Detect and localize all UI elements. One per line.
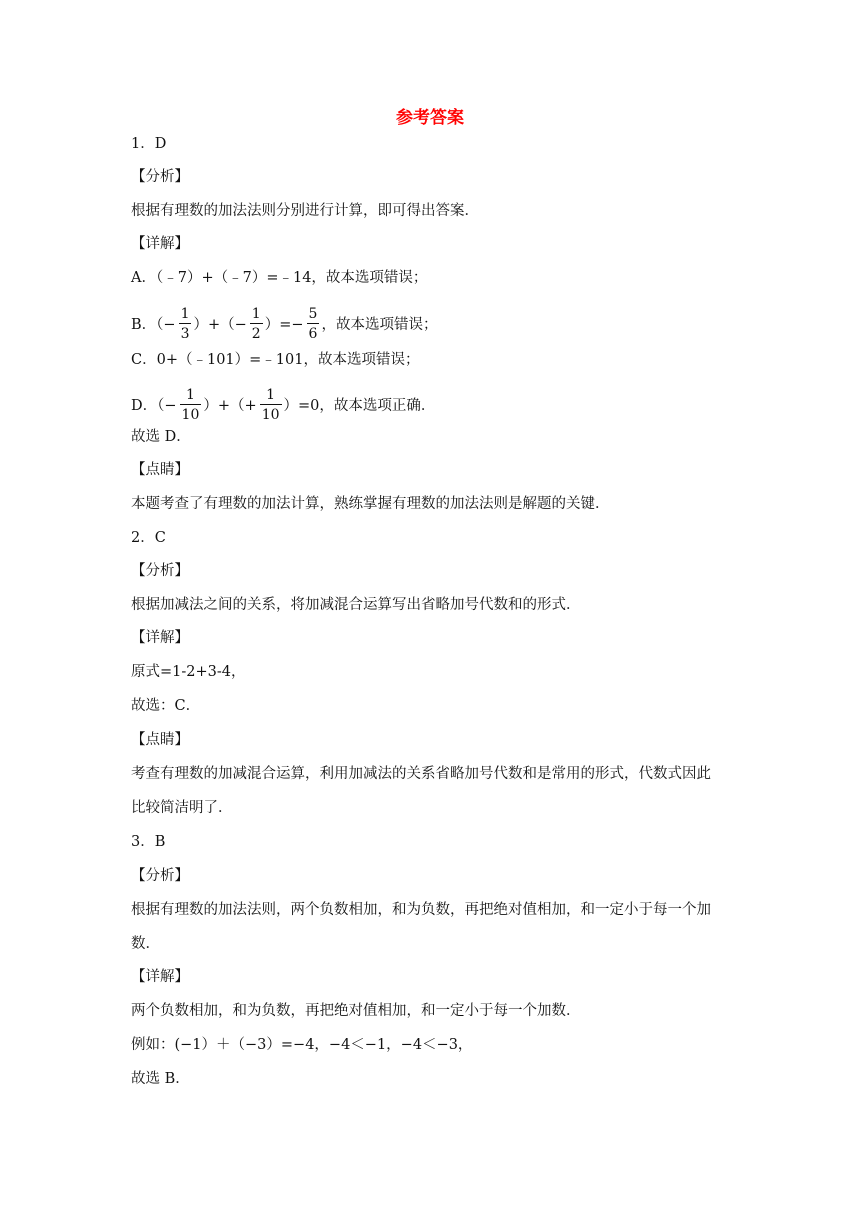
q1-analysis: 根据有理数的加法法则分别进行计算，即可得出答案． <box>131 203 479 219</box>
q1-d-f2-den: 10 <box>261 407 280 423</box>
q3-answer: 3．B <box>131 834 166 850</box>
q1-b-f1-num: 1 <box>180 306 190 322</box>
q2-comment-tag: 【点睛】 <box>131 732 189 748</box>
q1-b-eq: ）= <box>264 317 292 333</box>
q1-option-b <box>131 306 438 342</box>
q3-detail: 两个负数相加，和为负数，再把绝对值相加，和一定小于每一个加数． <box>131 1003 581 1019</box>
q2-comment-line-1: 考查有理数的加减混合运算，利用加减法的关系省略加号代数和是常用的形式，代数式因此 <box>131 766 711 782</box>
q1-b-fraction-3 <box>307 307 320 341</box>
q1-b-mid: ）+（ <box>193 317 235 333</box>
q1-choose: 故选 D． <box>131 429 191 445</box>
q3-analysis-line-1: 根据有理数的加法法则，两个负数相加，和为负数，再把绝对值相加，和一定小于每一个加 <box>131 902 711 918</box>
q1-d-fraction-2 <box>260 388 282 422</box>
q1-b-f1-den: 3 <box>180 326 190 342</box>
q1-b-fraction-2 <box>250 307 263 341</box>
q1-answer: 1．D <box>131 136 167 152</box>
q1-comment: 本题考查了有理数的加法计算，熟练掌握有理数的加法法则是解题的关键． <box>131 496 610 512</box>
q3-example: 例如：(−1）＋（−3）=−4，−4＜−1，−4＜−3， <box>131 1037 473 1053</box>
q2-answer: 2．C <box>131 530 166 546</box>
q1-d-f2-num: 1 <box>260 388 282 405</box>
q1-b-f3-den: 6 <box>308 326 318 342</box>
q3-analysis-tag: 【分析】 <box>131 868 189 884</box>
q1-b-minus-1: − <box>163 317 176 333</box>
q1-b-suffix: ，故本选项错误； <box>321 317 438 333</box>
q1-b-prefix: B．（ <box>131 317 164 333</box>
q1-option-c: C．0+（﹣101）=﹣101，故本选项错误； <box>131 352 420 368</box>
q3-analysis-line-2: 数． <box>131 936 160 952</box>
q3-choose: 故选 B． <box>131 1071 190 1087</box>
q1-d-suffix: ）=0，故本选项正确． <box>283 398 436 414</box>
q3-detail-tag: 【详解】 <box>131 969 189 985</box>
page-title: 参考答案 <box>396 108 464 128</box>
q2-analysis: 根据加减法之间的关系，将加减混合运算写出省略加号代数和的形式． <box>131 597 581 613</box>
q1-option-d <box>131 387 436 423</box>
q1-d-f1-num: 1 <box>180 388 202 405</box>
q1-d-plus: + <box>244 398 257 414</box>
q1-analysis-tag: 【分析】 <box>131 169 189 185</box>
q1-d-mid: ）+（ <box>203 398 245 414</box>
q2-choose: 故选：C． <box>131 698 201 714</box>
q1-d-f1-den: 10 <box>181 407 200 423</box>
q1-b-f3-num: 5 <box>308 306 318 322</box>
q1-b-f2-num: 1 <box>251 306 261 322</box>
q2-analysis-tag: 【分析】 <box>131 563 189 579</box>
q2-detail-tag: 【详解】 <box>131 630 189 646</box>
q1-comment-tag: 【点睛】 <box>131 462 189 478</box>
q2-detail: 原式=1-2+3-4， <box>131 664 246 680</box>
q1-b-f2-den: 2 <box>251 326 261 342</box>
q1-b-minus-2: − <box>234 317 247 333</box>
q1-b-minus-3: − <box>291 317 304 333</box>
q1-b-fraction-1 <box>179 307 192 341</box>
q1-d-minus: − <box>164 398 177 414</box>
q2-comment-line-2: 比较简洁明了． <box>131 800 233 816</box>
q1-option-a: A．（﹣7）+（﹣7）=﹣14，故本选项错误； <box>131 270 428 286</box>
q1-detail-tag: 【详解】 <box>131 236 189 252</box>
q1-d-fraction-1 <box>180 388 202 422</box>
q1-d-prefix: D．（ <box>131 398 165 414</box>
